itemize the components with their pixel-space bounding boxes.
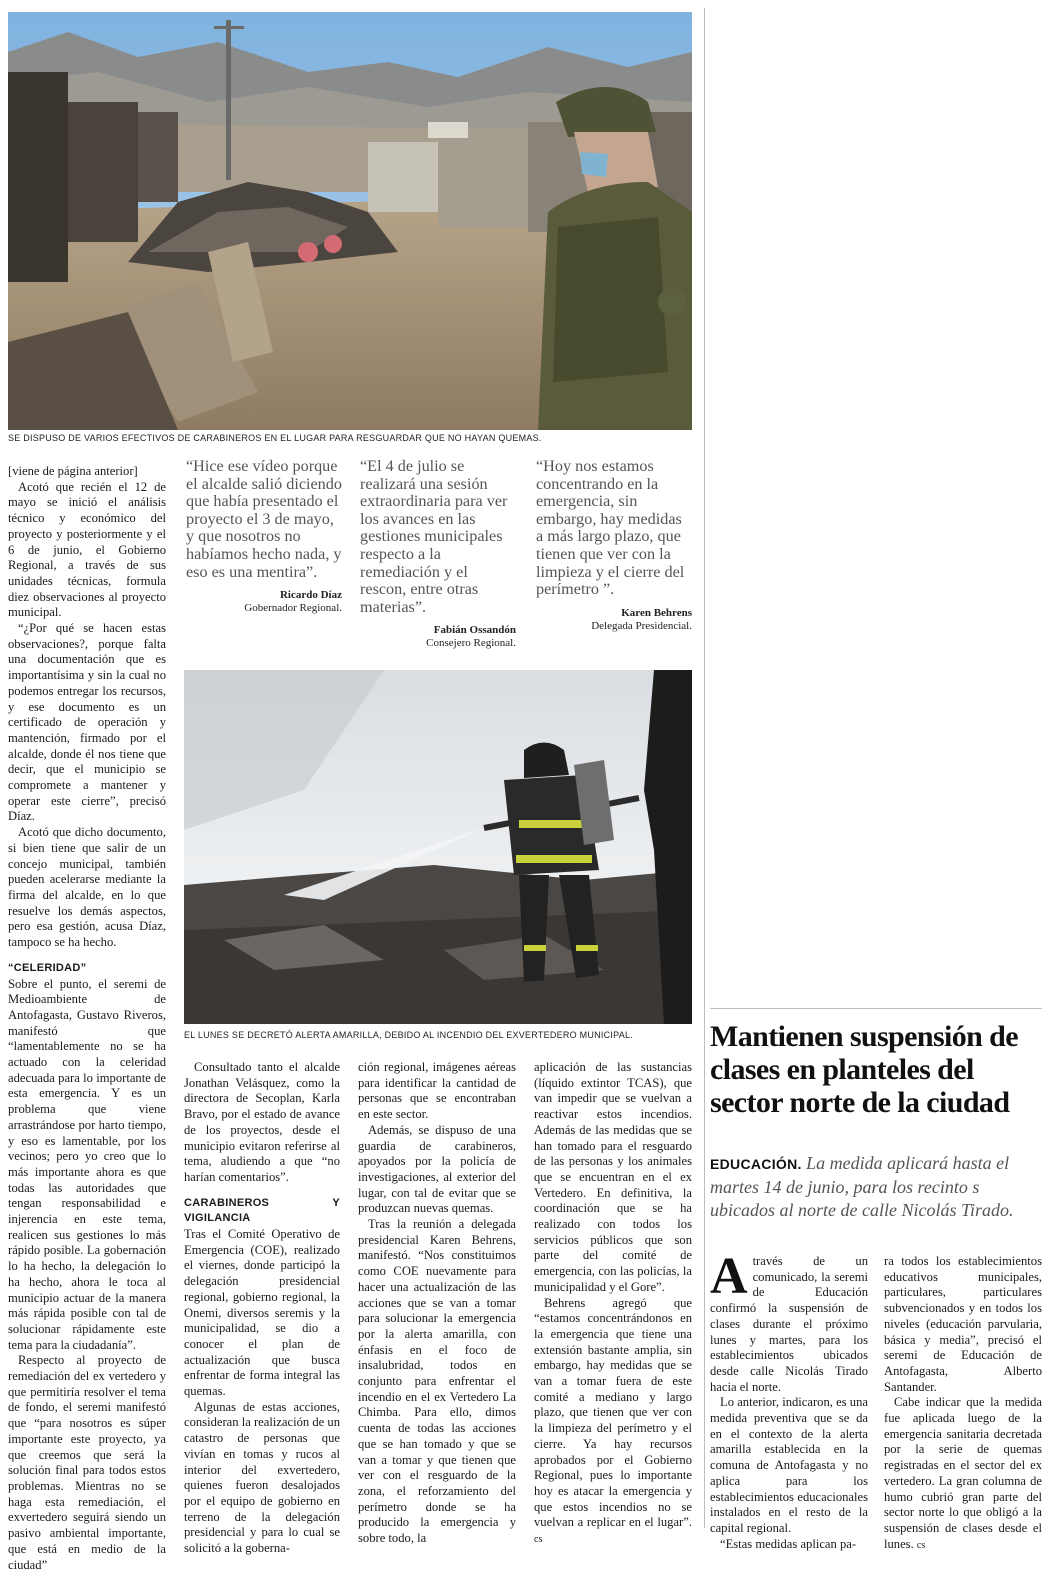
- article-column-2: [184, 1060, 340, 1557]
- photo-carabinero-dump: [8, 12, 692, 430]
- end-mark-icon: cs: [534, 1534, 543, 1546]
- quote-text: “El 4 de julio se realizará una sesión extraordinaria para ver los avances en las gestiones municipales respecto a la remediación y el rescon, entre otras materias”.: [360, 457, 508, 616]
- paragraph-text: Cabe indicar que la medida fue aplicada luego de la emergencia sanitaria decretada por la serie de quemas registradas en el sector del ex vertedero. La gran columna de humo cubrió gran parte del sector norte lo que obligó a la suspensión de clases desde el lunes.: [884, 1395, 1042, 1551]
- side-article-column-1: [710, 1248, 868, 1552]
- side-article-deck: [710, 1152, 1042, 1222]
- jump-line: [viene de página anterior]: [8, 464, 138, 478]
- quote-text: “Hice ese vídeo porque el alcalde salió diciendo que había presentado el proyecto el 3 de mayo, y que nosotros no habíamos hecho nada, y eso es una mentira”.: [186, 457, 342, 581]
- paragraph: Consultado tanto el alcalde Jonathan Velásquez, como la directora de Secoplan, Karla Bravo, por el estado de avance de los proyectos, desde el municipio evitaron referirse al tema, aludiendo a que “no harían comentarios”.: [184, 1060, 340, 1184]
- paragraph: Además, se dispuso de una guardia de carabineros, apoyados por la policía de investigaciones, al exterior del lugar, con tal de evitar que se produzcan nuevas quemas.: [358, 1122, 516, 1216]
- section-divider: [710, 1008, 1042, 1009]
- photo-firefighter: [184, 670, 692, 1024]
- paragraph: Algunas de estas acciones, consideran la realización de un catastro de personas que vivían en tomas y rucos al interior del exvertedero, quienes fueron desalojados por el equipo de gobierno en terreno de la delegación presidencial y para lo cual se solicitó a la goberna-: [184, 1399, 340, 1556]
- subhead-carabineros: CARABINEROS Y VIGILANCIA: [184, 1196, 340, 1225]
- paragraph: Lo anterior, indicaron, es una medida preventiva que se da en el contexto de la alerta amarilla establecida en la comuna de Antofagasta y no aplica para los establecimientos educacionales instalados en el resto de la capital regional.: [710, 1395, 868, 1535]
- photo1-caption: SE DISPUSO DE VARIOS EFECTIVOS DE CARABINEROS EN EL LUGAR PARA RESGUARDAR QUE NO HAYAN QUEMAS.: [8, 433, 542, 443]
- paragraph: Acotó que dicho documento, si bien tiene que salir de un concejo municipal, también pueden acelerarse mediante la firma del alcalde, en lo que resuelve los demás aspectos, pero esa gestión, acusa Díaz, tampoco se ha hecho.: [8, 825, 166, 950]
- article-column-1: [8, 464, 166, 1573]
- paragraph: [534, 1296, 692, 1548]
- quote-role: Delegada Presidencial.: [591, 619, 692, 632]
- drop-cap: A: [710, 1248, 748, 1305]
- paragraph-text: través de un comunicado, la seremi de Educación confirmó la suspensión de clases durante el próximo lunes y martes, para los establecimientos ubicados desde calle Nicolás Tirado hacia el norte.: [710, 1254, 868, 1394]
- quote-name: Fabián Ossandón: [433, 624, 516, 637]
- side-article-headline: Mantienen suspensión de clases en planteles del sector norte de la ciudad: [710, 1020, 1018, 1119]
- article-column-3: [358, 1060, 516, 1547]
- quote-name: Karen Behrens: [621, 606, 692, 619]
- pull-quote-ricardo-diaz: [186, 458, 342, 614]
- paragraph: aplicación de las sustancias (líquido extintor TCAS), que van impedir que se vuelvan a reactivar estos incendios. Además de las medidas que se han tomado para el resguardo de las personas y los animales que se encuentran en el ex Vertedero. En definitiva, la coordinación que se ha realizado con todos los servicios públicos que son parte del comité de emergencia, con las policías, la municipalidad y el Gore”.: [534, 1060, 692, 1294]
- deck-kicker: EDUCACIÓN.: [710, 1156, 802, 1172]
- paragraph: ción regional, imágenes aéreas para identificar la cantidad de personas que se encontraban en este sector.: [358, 1060, 516, 1122]
- quote-role: Consejero Regional.: [426, 637, 516, 650]
- subhead-celeridad: “CELERIDAD”: [8, 961, 87, 974]
- paragraph: [884, 1395, 1042, 1553]
- paragraph-text: Behrens agregó que “estamos concentrándonos en la emergencia que tiene una extensión bastante amplia, sin embargo, hay medidas que se van a tomar fuera de este comité a mediano y largo plazo, que tienen que ver con la limpieza del perímetro y el cierre. Ya hay recursos aprobados por el Gobierno Regional, pues lo importante hoy es atacar la emergencia y que estos incendios no se vuelvan a replicar en el lugar”.: [534, 1295, 692, 1530]
- paragraph: ra todos los establecimientos educativos municipales, particulares, particulares subvencionados y en todos los niveles (educación parvularia, básica y media”, precisó el seremi de Educación de Antofagasta, Alberto Santander.: [884, 1254, 1042, 1394]
- article-column-4: [534, 1060, 692, 1548]
- paragraph: [710, 1248, 868, 1395]
- quote-role: Gobernador Regional.: [244, 602, 342, 615]
- end-mark-icon: cs: [916, 1539, 926, 1551]
- paragraph: Acotó que recién el 12 de mayo se inició el análisis técnico y económico del proyecto y posteriormente y el 6 de junio, el Gobierno Regional, a través de sus unidades técnicas, formula diez observaciones al proyecto municipal.: [8, 479, 166, 620]
- pull-quote-karen-behrens: [536, 458, 692, 632]
- paragraph: Tras el Comité Operativo de Emergencia (COE), realizado el viernes, donde participó la delegación presidencial regional, gobierno regional, la Onemi, diversos seremis y la municipalidad, se dio a conocer el plan de actualización que busca enfrentar de forma integral las quemas.: [184, 1227, 340, 1399]
- paragraph: Tras la reunión a delegada presidencial Karen Behrens, manifestó. “Nos constituimos como COE nuevamente para hacer una actualización de las acciones que se van a tomar para solucionar la emergencia por la alerta amarilla, con énfasis en el foco de insalubridad, todos en conjunto para enfrentar el incendio en el ex Vertedero La Chimba. Para ello, dimos cuenta de todas las acciones que se han tomado y que se van a tomar y que tienen que ver con el resguardo de la zona, el reforzamiento del perímetro donde se ha producido la emergencia y sobre todo, la: [358, 1217, 516, 1546]
- side-article-column-2: [884, 1254, 1042, 1553]
- paragraph: “¿Por qué se hacen estas observaciones?, porque falta una documentación que es importantísima y sin la cual no podemos entregar los recursos, y ese documento es un certificado de operación y mantención, firmado por el alcalde, donde él nos tiene que decir, que el municipio se compromete a mantener y operar este cierre”, precisó Díaz.: [8, 621, 166, 824]
- paragraph: Sobre el punto, el seremi de Medioambiente de Antofagasta, Gustavo Riveros, manifestó que “lamentablemente no se ha actuado con la celeridad adecuada para lo importante de esta emergencia. Y es un problema que viene arrastrándose por harto tiempo, y eso es lamentable, por los vecinos; pero yo creo que lo más importante ahora es que todas las autoridades que tengan responsabilidad e injerencia en este tema, realicen sus gestiones lo más rápido posible. La gobernación lo ha hecho, la delegación lo ha hecho, ahora le toca al municipio actuar de la manera más rápida posible con tal de solucionar rápidamente este tema para la ciudadanía”.: [8, 976, 166, 1352]
- photo2-caption: EL LUNES SE DECRETÓ ALERTA AMARILLA, DEBIDO AL INCENDIO DEL EXVERTEDERO MUNICIPAL.: [184, 1030, 633, 1040]
- paragraph: “Estas medidas aplican pa-: [720, 1536, 857, 1551]
- quote-name: Ricardo Díaz: [279, 589, 342, 602]
- paragraph: Respecto al proyecto de remediación del ex vertedero y que permitiría resolver el tema de fondo, el seremi manifestó que “para nosotros es súper importante este proyecto, ya que creemos que será la solución final para todos estos problemas. Mientras no se haga esta remediación, el exvertedero seguirá siendo un pasivo ambiental importante, que está en medio de la ciudad”: [8, 1353, 166, 1572]
- column-divider: [704, 8, 705, 1528]
- deck-text: La medida aplicará hasta el martes 14 de junio, para los recinto s ubicados al norte de calle Nicolás Tirado.: [710, 1153, 1014, 1220]
- pull-quote-fabian-ossandon: [360, 458, 516, 649]
- quote-text: “Hoy nos estamos concentrando en la emergencia, sin embargo, hay medidas a más largo plazo, que tienen que ver con la limpieza y el cierre del perímetro ”.: [536, 457, 685, 599]
